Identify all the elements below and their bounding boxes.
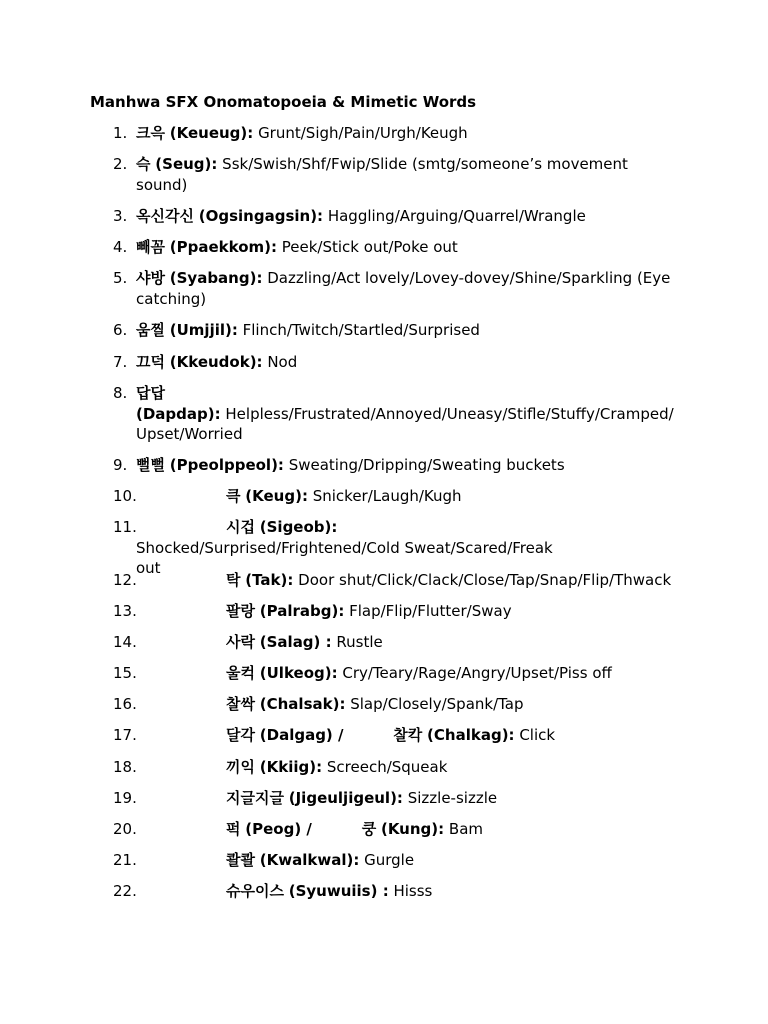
item-number: 7. bbox=[113, 353, 128, 371]
korean-word: 크윽 bbox=[136, 124, 165, 142]
korean-word: 지글지글 bbox=[226, 789, 284, 807]
item-number: 6. bbox=[113, 321, 128, 339]
romanization: (Ogsingagsin): bbox=[198, 207, 324, 225]
romanization: (Peog) / bbox=[245, 820, 312, 838]
definition: Rustle bbox=[336, 633, 383, 651]
definition: Helpless/Frustrated/Annoyed/Uneasy/Stifle/Stuffy/Cramped/ Upset/Worried bbox=[136, 404, 674, 443]
korean-word: 슥 bbox=[136, 155, 151, 173]
korean-word: 샤방 bbox=[136, 269, 165, 287]
korean-word: 움찔 bbox=[136, 321, 165, 339]
definition: Door shut/Click/Clack/Close/Tap/Snap/Flip/Thwack bbox=[298, 571, 672, 589]
korean-word: 뻘뻘 bbox=[136, 456, 165, 474]
item-number: 2. bbox=[113, 155, 128, 173]
romanization: (Ulkeog): bbox=[259, 664, 338, 682]
korean-word: 팔랑 bbox=[226, 602, 255, 620]
korean-word: 콸콸 bbox=[226, 851, 255, 869]
romanization: (Dapdap): bbox=[136, 404, 221, 423]
definition: Bam bbox=[448, 820, 484, 838]
definition: Peek/Stick out/Poke out bbox=[281, 238, 458, 256]
korean-word: 퍽 bbox=[226, 820, 241, 838]
romanization: (Kwalkwal): bbox=[259, 851, 360, 869]
romanization: (Tak): bbox=[245, 571, 294, 589]
korean-word: 큭 bbox=[226, 487, 241, 505]
romanization: (Umjjil): bbox=[169, 321, 238, 339]
item-number: 12. bbox=[113, 571, 137, 589]
korean-word: 달각 bbox=[226, 726, 255, 744]
item-number: 8. bbox=[113, 384, 128, 402]
item-number: 19. bbox=[113, 789, 137, 807]
item-number: 22. bbox=[113, 882, 137, 900]
romanization: (Syuwuiis) : bbox=[288, 882, 389, 900]
definition: Haggling/Arguing/Quarrel/Wrangle bbox=[327, 207, 586, 225]
item-number: 1. bbox=[113, 124, 128, 142]
item-number: 3. bbox=[113, 207, 128, 225]
korean-word: 빼꼼 bbox=[136, 238, 165, 256]
korean-word: 시겁 bbox=[226, 518, 255, 536]
romanization: (Kkiig): bbox=[259, 758, 323, 776]
definition: Dazzling/Act lovely/Lovey-dovey/Shine/Sparkling (Eye catching) bbox=[136, 269, 671, 308]
romanization: (Sigeob): bbox=[259, 518, 338, 536]
korean-word: 울컥 bbox=[226, 664, 255, 682]
item-number: 21. bbox=[113, 851, 137, 869]
definition: Hisss bbox=[393, 882, 433, 900]
page-title: Manhwa SFX Onomatopoeia & Mimetic Words bbox=[90, 93, 477, 111]
item-number: 15. bbox=[113, 664, 137, 682]
romanization: (Dalgag) / bbox=[259, 726, 344, 744]
korean-word: 슈우이스 bbox=[226, 882, 284, 900]
item-number: 13. bbox=[113, 602, 137, 620]
korean-word-alt: 찰칵 bbox=[393, 726, 423, 744]
item-number: 16. bbox=[113, 695, 137, 713]
korean-word: 끼익 bbox=[226, 758, 255, 776]
definition: Shocked/Surprised/Frightened/Cold Sweat/Scared/Freak out bbox=[136, 538, 553, 577]
item-number: 17. bbox=[113, 726, 137, 744]
item-number: 9. bbox=[113, 456, 128, 474]
item-number: 20. bbox=[113, 820, 137, 838]
romanization: (Keueug): bbox=[169, 124, 254, 142]
definition: Flinch/Twitch/Startled/Surprised bbox=[242, 321, 480, 339]
definition: Click bbox=[519, 726, 556, 744]
definition: Sweating/Dripping/Sweating buckets bbox=[288, 456, 565, 474]
item-number: 18. bbox=[113, 758, 137, 776]
definition: Nod bbox=[267, 353, 298, 371]
definition: Flap/Flip/Flutter/Sway bbox=[349, 602, 512, 620]
item-number: 4. bbox=[113, 238, 128, 256]
item-number: 5. bbox=[113, 269, 128, 287]
romanization: (Syabang): bbox=[169, 269, 263, 287]
item-number: 14. bbox=[113, 633, 137, 651]
definition: Sizzle-sizzle bbox=[407, 789, 498, 807]
romanization: (Chalsak): bbox=[259, 695, 346, 713]
romanization: (Seug): bbox=[155, 155, 218, 173]
korean-word: 탁 bbox=[226, 571, 241, 589]
korean-word-alt: 쿵 bbox=[361, 820, 377, 838]
romanization: (Ppaekkom): bbox=[169, 238, 277, 256]
romanization: (Salag) : bbox=[259, 633, 332, 651]
romanization-alt: (Chalkag): bbox=[427, 726, 515, 744]
romanization: (Keug): bbox=[245, 487, 308, 505]
korean-word: 답답 bbox=[136, 384, 165, 402]
definition: Snicker/Laugh/Kugh bbox=[312, 487, 462, 505]
korean-word: 옥신각신 bbox=[136, 207, 194, 225]
definition: Slap/Closely/Spank/Tap bbox=[350, 695, 524, 713]
romanization: (Palrabg): bbox=[259, 602, 345, 620]
romanization: (Kkeudok): bbox=[169, 353, 263, 371]
romanization: (Jigeuljigeul): bbox=[288, 789, 403, 807]
romanization: (Ppeolppeol): bbox=[169, 456, 284, 474]
item-number: 11. bbox=[113, 518, 137, 536]
item-number: 10. bbox=[113, 487, 137, 505]
definition: Cry/Teary/Rage/Angry/Upset/Piss off bbox=[342, 664, 612, 682]
korean-word: 끄덕 bbox=[136, 353, 165, 371]
korean-word: 사락 bbox=[226, 633, 255, 651]
definition: Screech/Squeak bbox=[326, 758, 448, 776]
definition: Grunt/Sigh/Pain/Urgh/Keugh bbox=[258, 124, 468, 142]
romanization-alt: (Kung): bbox=[380, 820, 445, 838]
korean-word: 찰싹 bbox=[226, 695, 255, 713]
definition: Gurgle bbox=[364, 851, 415, 869]
definition: Ssk/Swish/Shf/Fwip/Slide (smtg/someone’s movement sound) bbox=[136, 155, 628, 194]
